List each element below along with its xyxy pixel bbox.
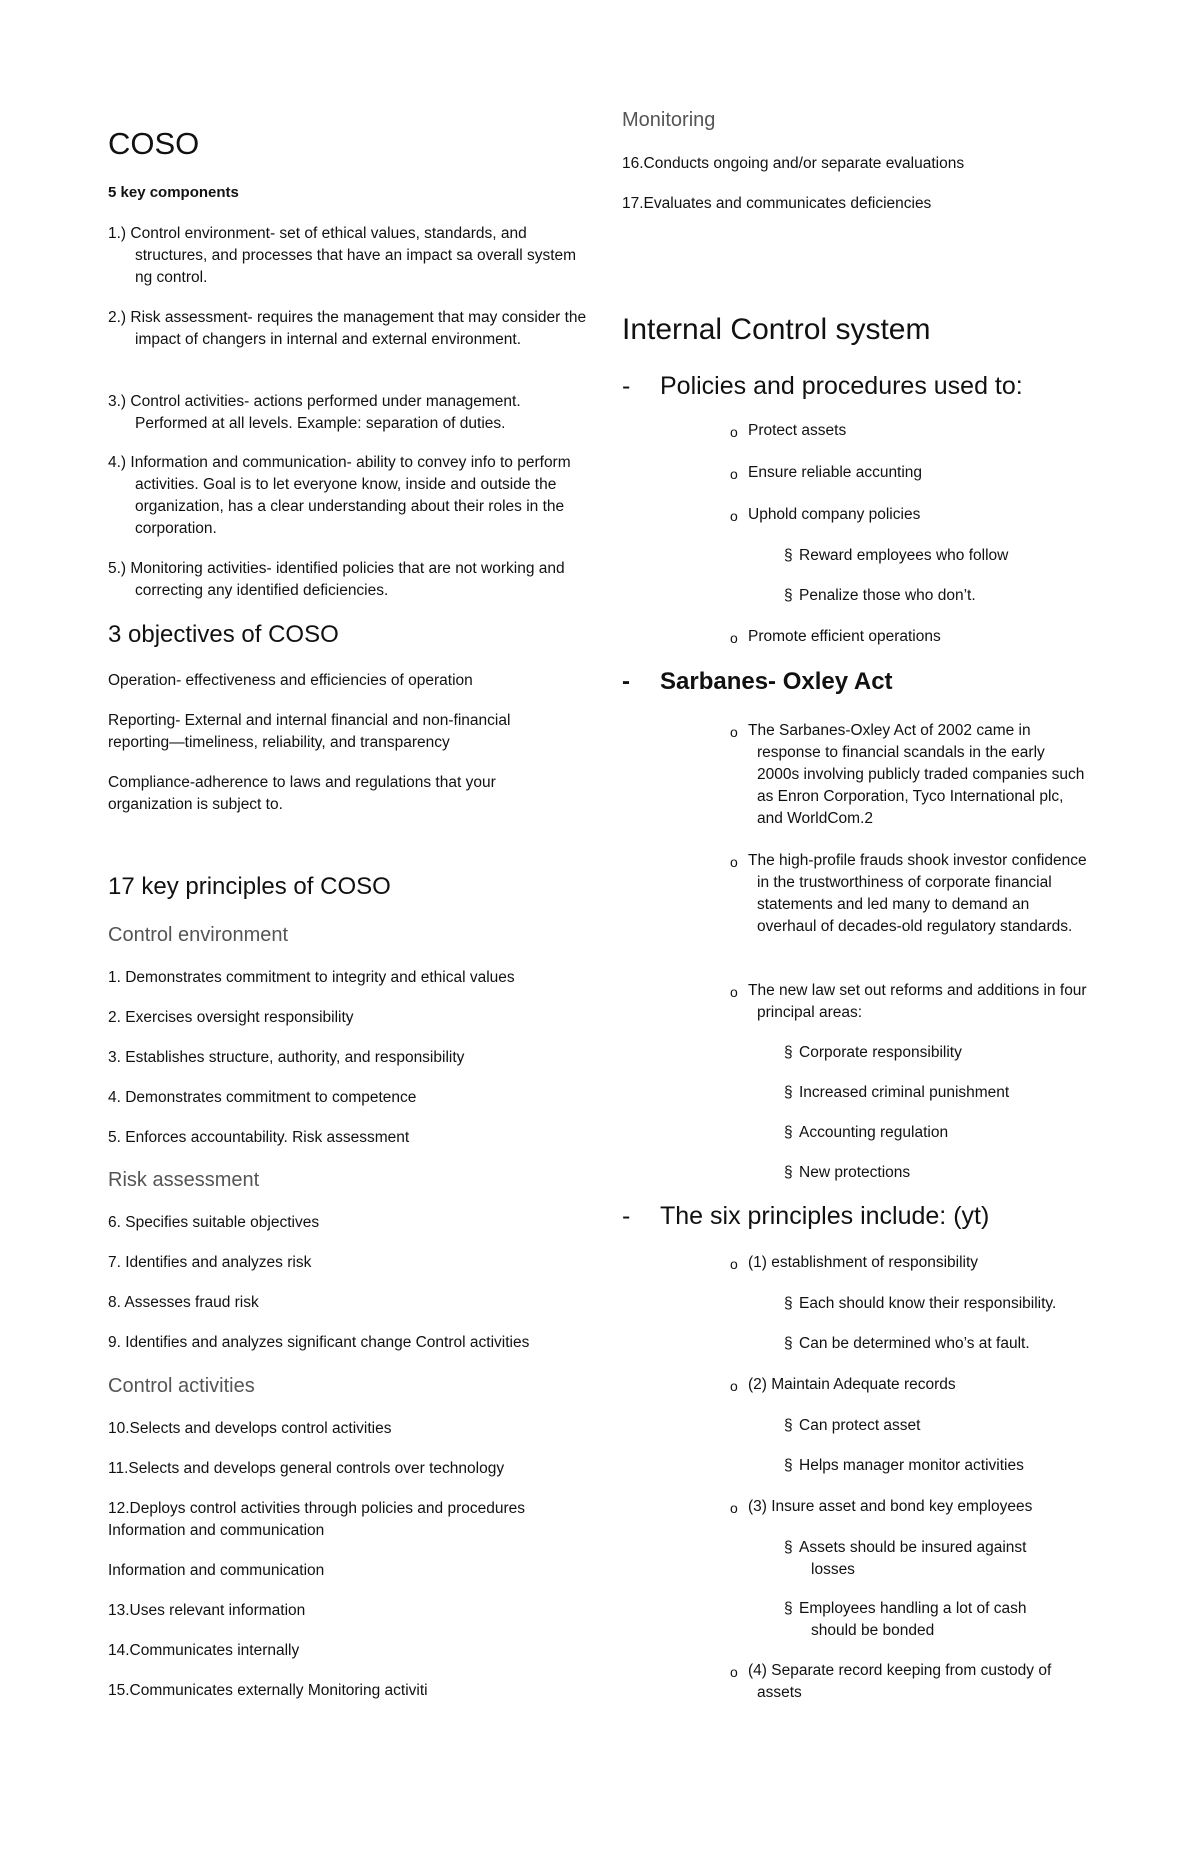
principle-item: 12.Deploys control activities through policies and procedures Information and communication <box>108 1500 526 1539</box>
list-item <box>730 1496 1128 1518</box>
principle-item: 2. Exercises oversight responsibility <box>108 1009 354 1026</box>
component-item: 1.) Control environment- set of ethical values, standards, and structures, and processes that have an impact sa overall system ng control. <box>108 225 577 286</box>
sub-list-item <box>784 1598 1059 1642</box>
principle-item: 7. Identifies and analyzes risk <box>108 1254 312 1271</box>
sub-list-item <box>784 545 1129 567</box>
monitoring-heading: Monitoring <box>622 109 716 131</box>
component-item: 5.) Monitoring activities- identified policies that are not working and correcting any identified deficiencies. <box>108 560 565 599</box>
principle-item: 11.Selects and develops general controls over technology <box>108 1460 505 1477</box>
sox-heading <box>622 668 893 696</box>
principle-item: 16.Conducts ongoing and/or separate evaluations <box>622 155 965 172</box>
list-item-text: Helps manager monitor activities <box>799 1457 1024 1474</box>
list-item-text: Assets should be insured against losses <box>799 1539 1027 1578</box>
principle-item: 4. Demonstrates commitment to competence <box>108 1089 417 1106</box>
policies-heading-text: Policies and procedures used to: <box>660 372 1023 400</box>
list-item-text: Can protect asset <box>799 1417 921 1434</box>
section-bullet-icon: § <box>784 587 793 604</box>
sub-list-item <box>784 1455 1129 1477</box>
list-item <box>730 1660 1088 1704</box>
circle-bullet-icon: o <box>730 1378 738 1394</box>
list-item-text: (1) establishment of responsibility <box>748 1254 979 1271</box>
principle-item: Information and communication <box>108 1562 325 1579</box>
list-item-text: Penalize those who don’t. <box>799 587 976 604</box>
principle-item: 1. Demonstrates commitment to integrity and ethical values <box>108 969 515 986</box>
list-item-text: Each should know their responsibility. <box>799 1295 1057 1312</box>
principle-item: 6. Specifies suitable objectives <box>108 1214 320 1231</box>
risk-assessment-heading: Risk assessment <box>108 1169 260 1191</box>
list-item-text: Ensure reliable accunting <box>748 464 923 481</box>
principle-item: 17.Evaluates and communicates deficiencies <box>622 195 932 212</box>
list-item-text: Corporate responsibility <box>799 1044 962 1061</box>
component-item: 3.) Control activities- actions performed under management. Performed at all levels. Example: separation of duties. <box>108 393 521 432</box>
components-label: 5 key components <box>108 184 239 201</box>
list-item-text: Uphold company policies <box>748 506 921 523</box>
objective-item: Reporting- External and internal financial and non-financial reporting—timeliness, reliability, and transparency <box>108 712 511 751</box>
page-title: COSO <box>108 126 200 161</box>
objective-item: Compliance-adherence to laws and regulations that your organization is subject to. <box>108 774 496 813</box>
circle-bullet-icon: o <box>730 1664 738 1680</box>
control-activities-heading: Control activities <box>108 1375 255 1397</box>
list-item <box>730 980 1088 1024</box>
sub-list-item <box>784 1082 1129 1104</box>
section-bullet-icon: § <box>784 1335 793 1352</box>
list-item-text: The high-profile frauds shook investor confidence in the trustworthiness of corporate financial statements and led many to demand an overhaul of decades-old regulatory standards. <box>748 852 1087 935</box>
list-item-text: Can be determined who’s at fault. <box>799 1335 1030 1352</box>
six-principles-heading-text: The six principles include: (yt) <box>660 1202 990 1230</box>
circle-bullet-icon: o <box>730 984 738 1000</box>
list-item-text: The new law set out reforms and additions in four principal areas: <box>748 982 1087 1021</box>
circle-bullet-icon: o <box>730 424 738 440</box>
list-item <box>730 462 1128 484</box>
list-item-text: Employees handling a lot of cash should be bonded <box>799 1600 1027 1639</box>
sub-list-item <box>784 1333 1129 1355</box>
component-item: 4.) Information and communication- ability to convey info to perform activities. Goal is to let everyone know, inside and outside the organization, has a clear understanding about their roles in the corporation. <box>108 454 571 537</box>
section-bullet-icon: § <box>784 1417 793 1434</box>
list-item-text: Reward employees who follow <box>799 547 1009 564</box>
section-bullet-icon: § <box>784 547 793 564</box>
list-item <box>730 504 1128 526</box>
list-item-text: (3) Insure asset and bond key employees <box>748 1498 1033 1515</box>
circle-bullet-icon: o <box>730 466 738 482</box>
sub-list-item <box>784 1122 1129 1144</box>
section-bullet-icon: § <box>784 1124 793 1141</box>
dash-bullet: - <box>622 668 630 695</box>
list-item <box>730 420 1128 442</box>
list-item-text: New protections <box>799 1164 911 1181</box>
sub-list-item <box>784 1293 1129 1315</box>
control-environment-heading: Control environment <box>108 924 289 946</box>
component-item: 2.) Risk assessment- requires the management that may consider the impact of changers in internal and external environment. <box>108 309 587 348</box>
objectives-heading: 3 objectives of COSO <box>108 621 339 648</box>
principles-heading: 17 key principles of COSO <box>108 873 391 900</box>
list-item <box>730 1252 1128 1274</box>
list-item <box>730 720 1088 830</box>
list-item-text: Protect assets <box>748 422 847 439</box>
sox-heading-text: Sarbanes- Oxley Act <box>660 668 893 695</box>
dash-bullet: - <box>622 1202 631 1230</box>
section-bullet-icon: § <box>784 1600 793 1617</box>
circle-bullet-icon: o <box>730 1256 738 1272</box>
list-item-text: (2) Maintain Adequate records <box>748 1376 956 1393</box>
list-item-text: Promote efficient operations <box>748 628 941 645</box>
principle-item: 3. Establishes structure, authority, and responsibility <box>108 1049 465 1066</box>
principle-item: 8. Assesses fraud risk <box>108 1294 259 1311</box>
section-bullet-icon: § <box>784 1539 793 1556</box>
section-bullet-icon: § <box>784 1084 793 1101</box>
circle-bullet-icon: o <box>730 508 738 524</box>
circle-bullet-icon: o <box>730 724 738 740</box>
list-item <box>730 850 1088 938</box>
principle-item: 14.Communicates internally <box>108 1642 300 1659</box>
sub-list-item <box>784 1162 1129 1184</box>
list-item <box>730 1374 1128 1396</box>
circle-bullet-icon: o <box>730 630 738 646</box>
list-item-text: (4) Separate record keeping from custody of assets <box>748 1662 1052 1701</box>
internal-control-title: Internal Control system <box>622 313 931 346</box>
sub-list-item <box>784 585 1129 607</box>
principle-item: 9. Identifies and analyzes significant change Control activities <box>108 1334 530 1351</box>
section-bullet-icon: § <box>784 1457 793 1474</box>
principle-item: 13.Uses relevant information <box>108 1602 306 1619</box>
section-bullet-icon: § <box>784 1164 793 1181</box>
circle-bullet-icon: o <box>730 854 738 870</box>
objective-item: Operation- effectiveness and efficiencies of operation <box>108 672 473 689</box>
list-item <box>730 626 1128 648</box>
sub-list-item <box>784 1537 1059 1581</box>
sub-list-item <box>784 1415 1129 1437</box>
principle-item: 5. Enforces accountability. Risk assessment <box>108 1129 410 1146</box>
list-item-text: Accounting regulation <box>799 1124 949 1141</box>
section-bullet-icon: § <box>784 1044 793 1061</box>
sub-list-item <box>784 1042 1129 1064</box>
principle-item: 10.Selects and develops control activities <box>108 1420 392 1437</box>
policies-heading <box>622 372 1023 401</box>
dash-bullet: - <box>622 372 631 400</box>
principle-item: 15.Communicates externally Monitoring activiti <box>108 1682 428 1699</box>
list-item-text: The Sarbanes-Oxley Act of 2002 came in response to financial scandals in the early 2000s involving publicly traded companies such as Enron Corporation, Tyco International plc, and WorldCom.2 <box>748 722 1085 827</box>
circle-bullet-icon: o <box>730 1500 738 1516</box>
six-principles-heading <box>622 1202 989 1231</box>
section-bullet-icon: § <box>784 1295 793 1312</box>
list-item-text: Increased criminal punishment <box>799 1084 1010 1101</box>
